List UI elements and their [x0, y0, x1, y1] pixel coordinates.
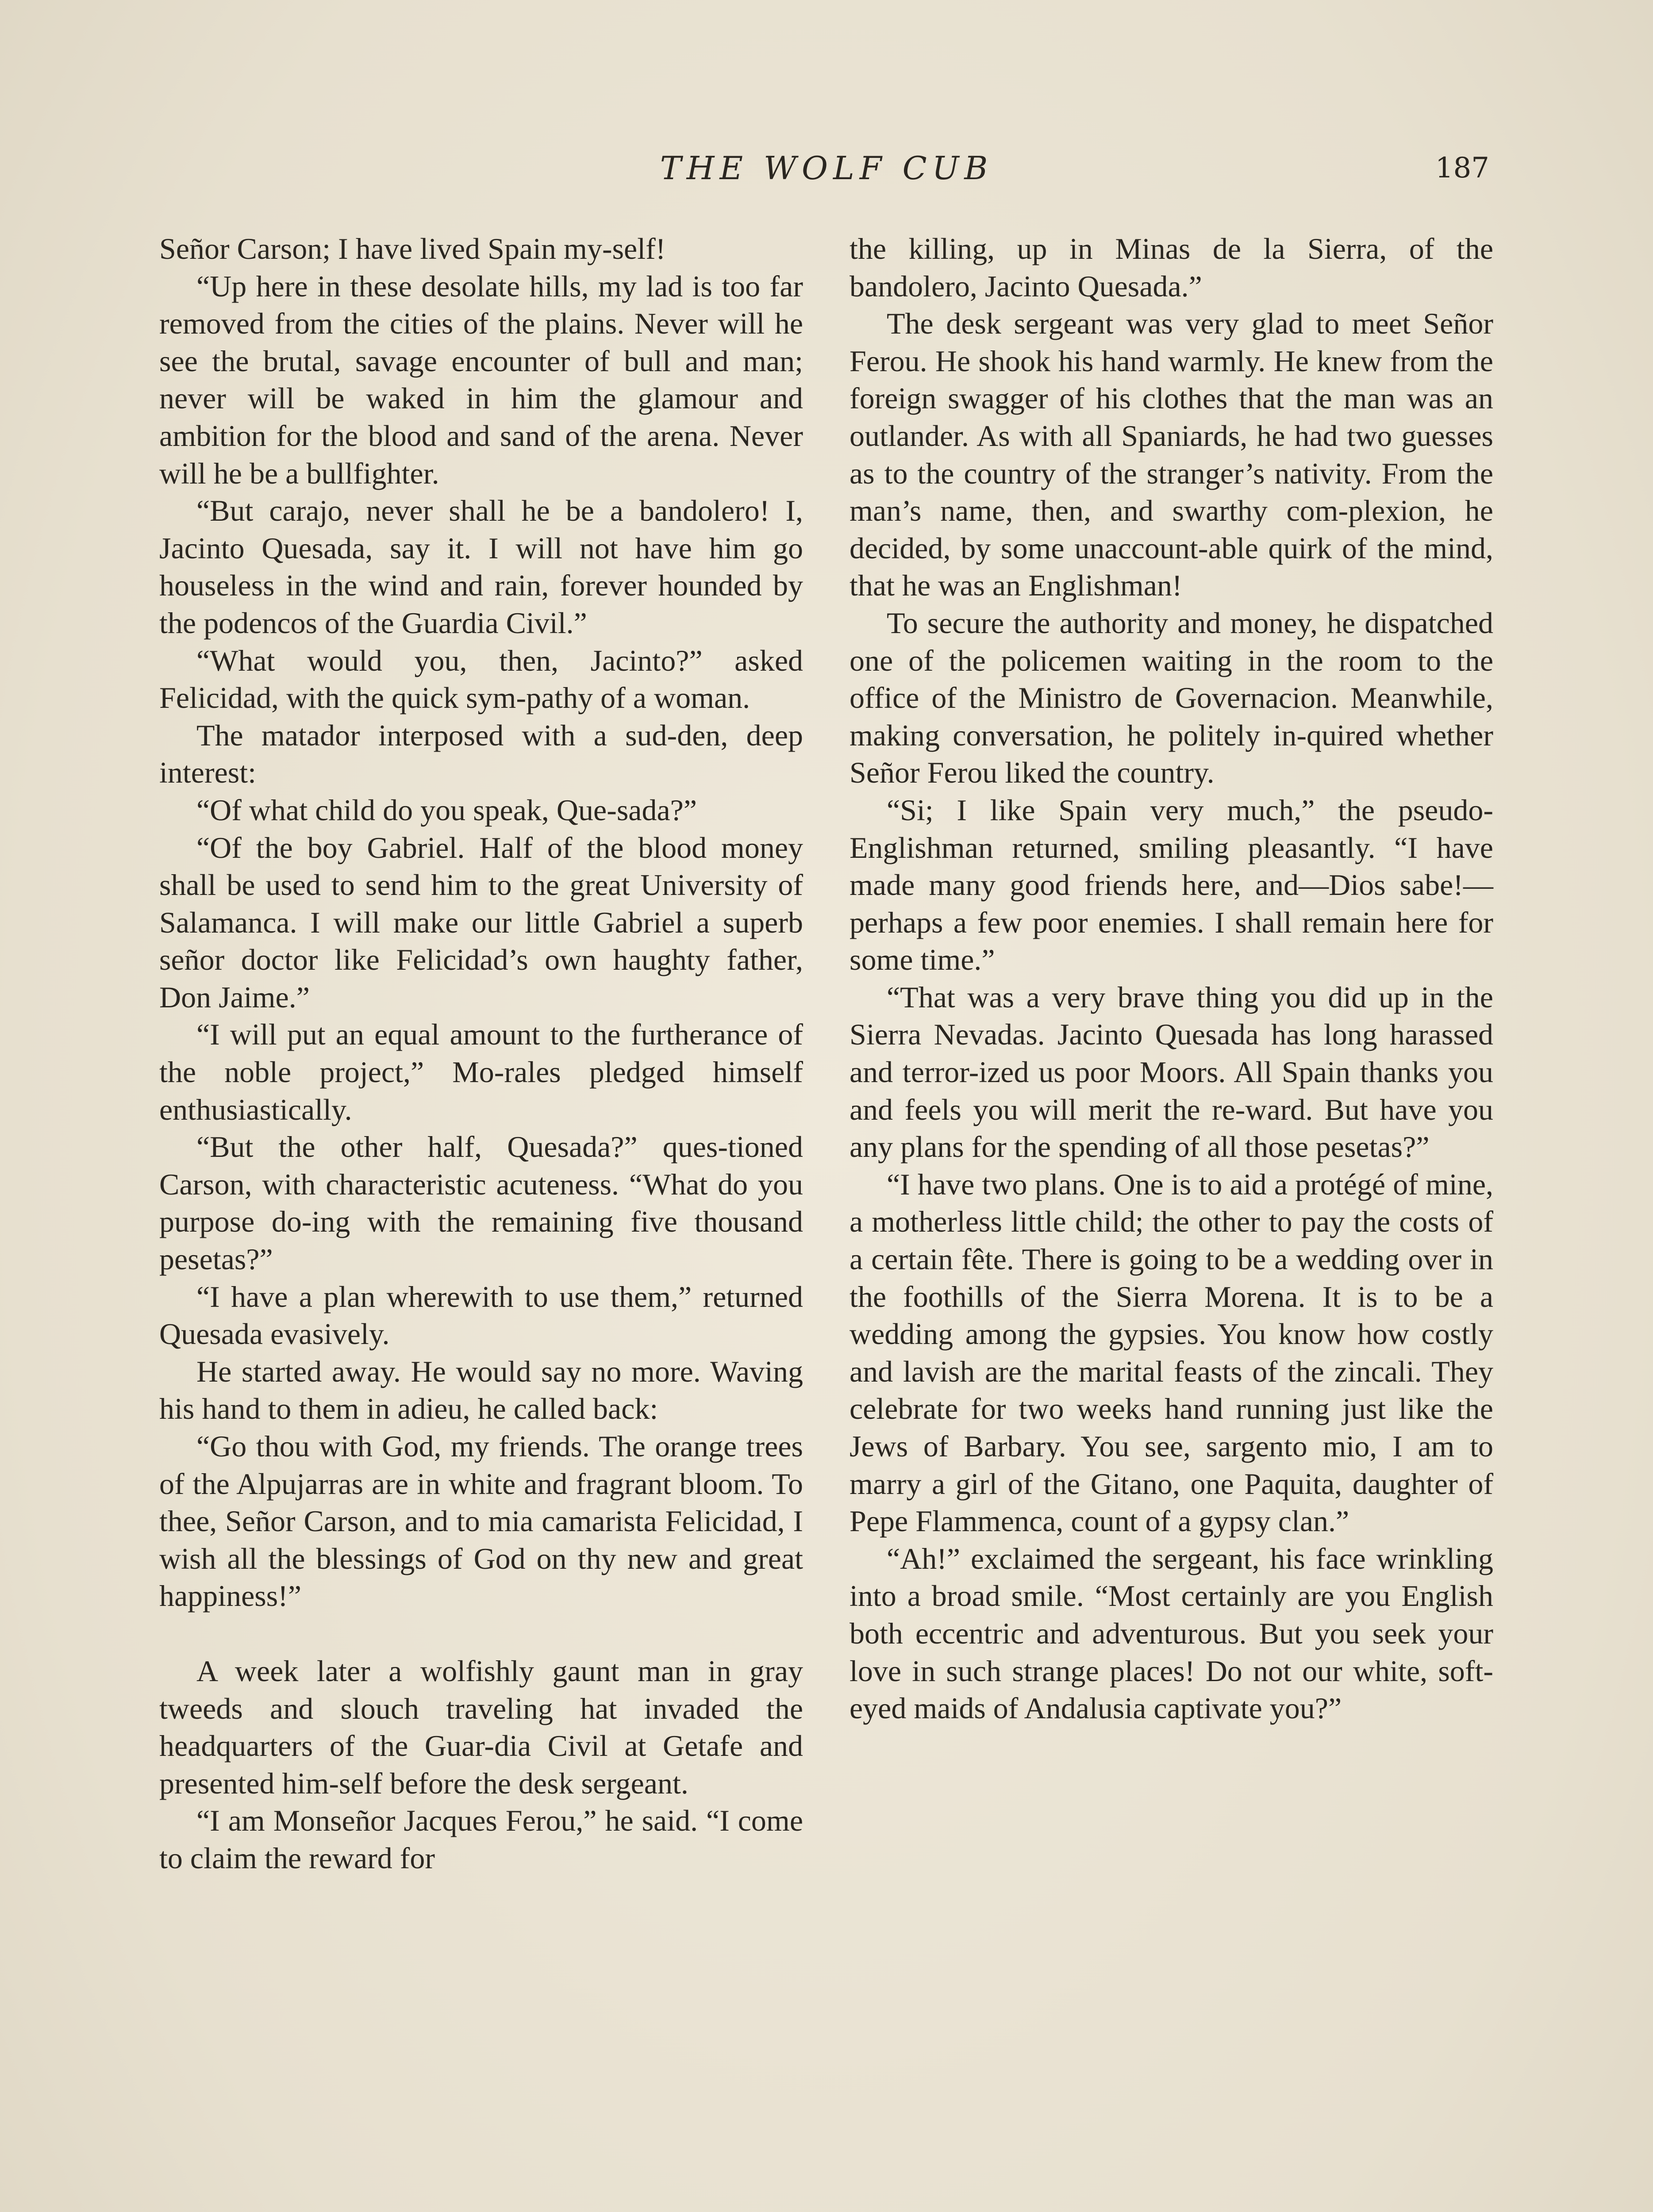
paragraph: The matador interposed with a sud-den, deep interest:	[159, 718, 803, 790]
paragraph: “That was a very brave thing you did up in the Sierra Nevadas. Jacinto Quesada has long harassed and terror-ized us poor Moors. All Spain thanks you and feels you will merit the re-ward. But have you any plans for the spending of all those pesetas?”	[850, 980, 1493, 1164]
page-header	[0, 146, 1653, 199]
paragraph: “I will put an equal amount to the furtherance of the noble project,” Mo-rales pledged himself enthusiastically.	[159, 1018, 803, 1126]
paragraph: Señor Carson; I have lived Spain my-self!	[159, 232, 666, 265]
paragraph: “But carajo, never shall he be a bandolero! I, Jacinto Quesada, say it. I will not have him go houseless in the wind and rain, forever hounded by the podencos of the Guardia Civil.”	[159, 494, 803, 640]
paragraph: “Up here in these desolate hills, my lad is too far removed from the cities of the plains. Never will he see the brutal, savage encounter of bull and man; never will be waked in him the glamour and ambition for the blood and sand of the arena. Never will he be a bullfighter.	[159, 269, 803, 490]
paragraph: “I am Monseñor Jacques Ferou,” he said. “I come to claim the reward for	[159, 1804, 803, 1875]
paragraph: “I have a plan wherewith to use them,” returned Quesada evasively.	[159, 1279, 803, 1351]
paragraph: A week later a wolfishly gaunt man in gray tweeds and slouch traveling hat invaded the headquarters of the Guar-dia Civil at Getafe and presented him-self before the desk sergeant.	[159, 1654, 803, 1800]
paragraph: “I have two plans. One is to aid a protégé of mine, a motherless little child; the other to pay the costs of a certain fête. There is going to be a wedding over in the foothills of the Sierra Morena. It is to be a wedding among the gypsies. You know how costly and lavish are the marital feasts of the zincali. They celebrate for two weeks hand running just like the Jews of Barbary. You see, sargento mio, I am to marry a girl of the Gitano, one Paquita, daughter of Pepe Flammenca, count of a gypsy clan.”	[850, 1167, 1493, 1538]
paragraph: “Ah!” exclaimed the sergeant, his face wrinkling into a broad smile. “Most certainly are you English both eccentric and adventurous. But you seek your love in such strange places! Do not our white, soft-eyed maids of Andalusia captivate you?”	[850, 1541, 1493, 1725]
paragraph: “Of what child do you speak, Que-sada?”	[196, 793, 697, 827]
paragraph: “But the other half, Quesada?” ques-tioned Carson, with characteristic acuteness. “What do you purpose do-ing with the remaining five thousand pesetas?”	[159, 1130, 803, 1276]
paragraph: He started away. He would say no more. Waving his hand to them in adieu, he called back:	[159, 1354, 803, 1426]
paragraph: “Of the boy Gabriel. Half of the blood money shall be used to send him to the great University of Salamanca. I will make our little Gabriel a superb señor doctor like Felicidad’s own haughty father, Don Jaime.”	[159, 830, 803, 1014]
right-column	[850, 230, 1493, 1727]
running-title: THE WOLF CUB	[660, 150, 993, 187]
left-column	[159, 230, 803, 1877]
page-number: 187	[1435, 152, 1489, 184]
paragraph: “What would you, then, Jacinto?” asked Felicidad, with the quick sym-pathy of a woman.	[159, 643, 803, 715]
paragraph: “Si; I like Spain very much,” the pseudo-Englishman returned, smiling pleasantly. “I have made many good friends here, and—Dios sabe!—perhaps a few poor enemies. I shall remain here for some time.”	[850, 793, 1493, 977]
paragraph: To secure the authority and money, he dispatched one of the policemen waiting in the room to the office of the Ministro de Governacion. Meanwhile, making conversation, he politely in-quired whether Señor Ferou liked the country.	[850, 606, 1493, 790]
paragraph: The desk sergeant was very glad to meet Señor Ferou. He shook his hand warmly. He knew from the foreign swagger of his clothes that the man was an outlander. As with all Spaniards, he had two guesses as to the country of the stranger’s nativity. From the man’s name, then, and swarthy com-plexion, he decided, by some unaccount-able quirk of the mind, that he was an Englishman!	[850, 307, 1493, 603]
paragraph: the killing, up in Minas de la Sierra, of the bandolero, Jacinto Quesada.”	[850, 232, 1493, 303]
paragraph: “Go thou with God, my friends. The orange trees of the Alpujarras are in white and fragrant bloom. To thee, Señor Carson, and to mia camarista Felicidad, I wish all the blessings of God on thy new and great happiness!”	[159, 1429, 803, 1613]
